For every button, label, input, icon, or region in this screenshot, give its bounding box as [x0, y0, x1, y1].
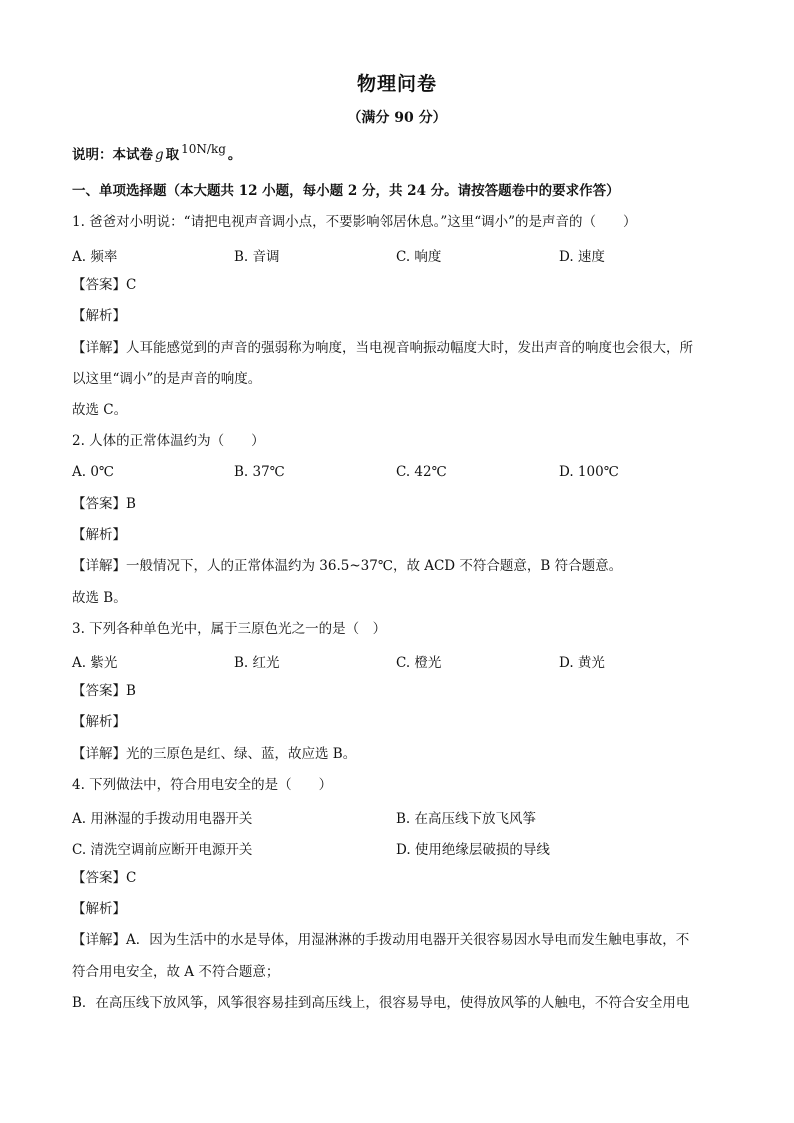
page-title: 物理问卷 — [356, 73, 437, 95]
option-a: A. 频率 — [72, 249, 118, 265]
detail-line: 符合用电安全，故 A 不符合题意； — [72, 964, 280, 980]
option-a: A. 用淋湿的手拨动用电器开关 — [72, 811, 253, 827]
detail-line: 【详解】A．因为生活中的水是导体，用湿淋淋的手拨动用电器开关很容易因水导电而发生触电事故，不 — [72, 932, 690, 948]
detail-line: 【详解】人耳能感觉到的声音的强弱称为响度，当电视音响振动幅度大时，发出声音的响度也会很大，所 — [72, 340, 693, 356]
option-a: A. 紫光 — [72, 655, 118, 671]
detail-line: 【详解】一般情况下，人的正常体温约为 36.5~37℃，故 ACD 不符合题意，B 符合题意。 — [72, 558, 623, 574]
option-d: D. 黄光 — [559, 655, 605, 671]
answer-line: 【答案】B — [72, 683, 136, 699]
gravity-symbol: g — [155, 147, 164, 163]
option-d: D. 速度 — [559, 249, 605, 265]
answer-line: 【答案】C — [72, 870, 137, 886]
option-b: B. 37℃ — [234, 464, 285, 480]
section-heading: 一、单项选择题（本大题共 12 小题，每小题 2 分，共 24 分。请按答题卷中的要求作答） — [72, 183, 620, 199]
question-stem: 1. 爸爸对小明说：“请把电视声音调小点，不要影响邻居休息。”这里“调小”的是声音的（ ） — [72, 214, 637, 230]
answer-line: 【答案】B — [72, 496, 136, 512]
gravity-value: 10N/kg — [181, 142, 226, 156]
detail-line: B．在高压线下放风筝，风筝很容易挂到高压线上，很容易导电，使得放风筝的人触电，不符合安全用电 — [72, 995, 690, 1011]
conclusion-line: 故选 C。 — [72, 402, 128, 418]
option-d: D. 100℃ — [559, 464, 619, 480]
option-c: C. 响度 — [396, 249, 442, 265]
answer-line: 【答案】C — [72, 277, 137, 293]
note-prefix: 说明：本试卷 — [72, 147, 153, 163]
analysis-label: 【解析】 — [72, 714, 126, 730]
analysis-label: 【解析】 — [72, 901, 126, 917]
option-b: B. 音调 — [234, 249, 280, 265]
page-subtitle: （满分 90 分） — [347, 110, 447, 126]
note-end: 。 — [227, 147, 242, 163]
option-b: B. 在高压线下放飞风筝 — [396, 811, 537, 827]
option-a: A. 0℃ — [72, 464, 115, 480]
analysis-label: 【解析】 — [72, 308, 126, 324]
option-b: B. 红光 — [234, 655, 280, 671]
detail-line: 【详解】光的三原色是红、绿、蓝，故应选 B。 — [72, 746, 357, 762]
analysis-label: 【解析】 — [72, 527, 126, 543]
option-c: C. 42℃ — [396, 464, 447, 480]
question-stem: 2. 人体的正常体温约为（ ） — [72, 433, 265, 449]
question-stem: 3. 下列各种单色光中，属于三原色光之一的是（ ） — [72, 621, 387, 637]
option-c: C. 清洗空调前应断开电源开关 — [72, 842, 253, 858]
option-d: D. 使用绝缘层破损的导线 — [396, 842, 550, 858]
note-take: 取 — [165, 147, 180, 163]
instruction-note — [72, 142, 722, 164]
question-stem: 4. 下列做法中，符合用电安全的是（ ） — [72, 777, 333, 793]
option-c: C. 橙光 — [396, 655, 442, 671]
detail-line: 以这里“调小”的是声音的响度。 — [72, 371, 262, 387]
conclusion-line: 故选 B。 — [72, 590, 127, 606]
